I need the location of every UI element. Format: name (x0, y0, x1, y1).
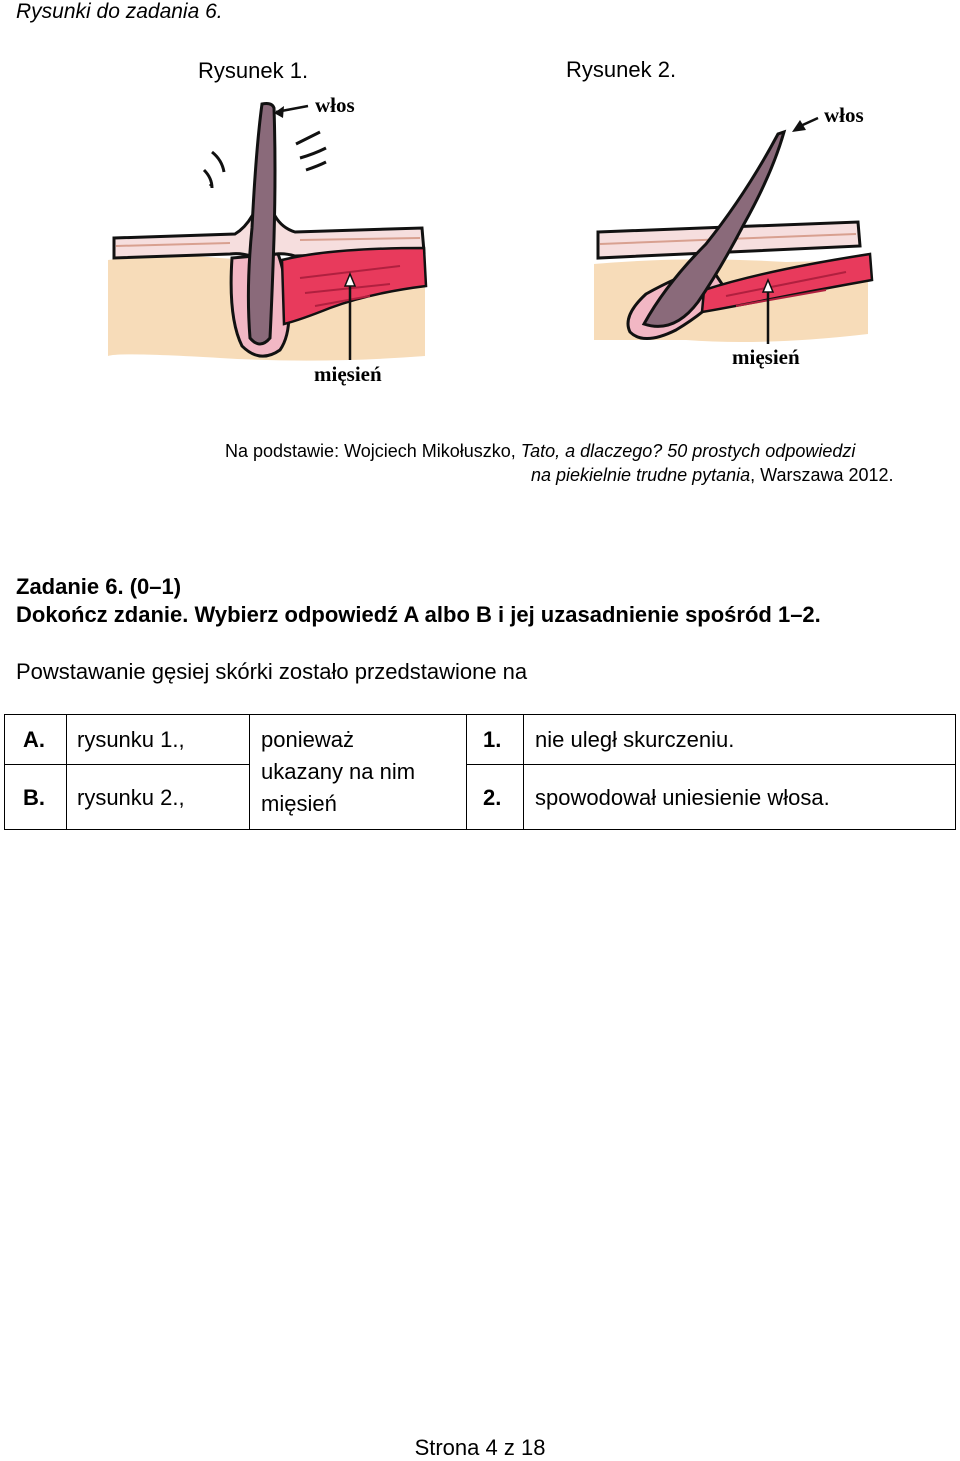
answer-table (4, 714, 956, 830)
option-b-text[interactable]: rysunku 2., (77, 785, 185, 810)
figure-2-label: Rysunek 2. (566, 57, 677, 82)
figures-heading: Rysunki do zadania 6. (16, 0, 223, 23)
figure-2-hair-label: włos (824, 103, 864, 127)
figure-2-illustration (586, 94, 876, 384)
figure-1-hair-label: włos (315, 93, 355, 117)
task-title: Zadanie 6. (0–1) (16, 574, 182, 599)
source-line-2 (531, 465, 894, 486)
source-suffix: , Warszawa 2012. (750, 465, 894, 485)
table-divider (249, 715, 250, 829)
option-a-text[interactable]: rysunku 1., (77, 727, 185, 752)
table-row-divider (5, 764, 249, 765)
figure-2-muscle-label: mięsień (732, 345, 800, 369)
task-instruction: Dokończ zdanie. Wybierz odpowiedź A albo B i jej uzasadnienie spośród 1–2. (16, 602, 821, 627)
table-divider (523, 715, 524, 829)
connector-line-1: ponieważ (261, 727, 354, 752)
table-divider (466, 715, 467, 829)
option-b-letter[interactable]: B. (23, 785, 45, 810)
source-title-part2: na piekielnie trudne pytania (531, 465, 751, 485)
table-row-divider (466, 764, 955, 765)
connector-line-2: ukazany na nim (261, 759, 416, 784)
reason-2-number[interactable]: 2. (483, 785, 502, 810)
connector-line-3: mięsień (261, 791, 337, 816)
figure-1-label: Rysunek 1. (198, 58, 309, 83)
source-prefix: Na podstawie: Wojciech Mikołuszko, (225, 441, 521, 461)
reason-1-number[interactable]: 1. (483, 727, 502, 752)
option-a-letter[interactable]: A. (23, 727, 45, 752)
table-divider (66, 715, 67, 829)
reason-1-text[interactable]: nie uległ skurczeniu. (535, 727, 735, 752)
reason-2-text[interactable]: spowodował uniesienie włosa. (535, 785, 830, 810)
source-title-part1: Tato, a dlaczego? 50 prostych odpowiedzi (520, 441, 856, 461)
figure-1-illustration (100, 88, 430, 388)
source-line-1 (225, 441, 855, 462)
page-footer: Strona 4 z 18 (414, 1435, 546, 1460)
task-stem: Powstawanie gęsiej skórki zostało przedstawione na (16, 659, 528, 684)
figure-1-muscle-label: mięsień (314, 362, 382, 386)
